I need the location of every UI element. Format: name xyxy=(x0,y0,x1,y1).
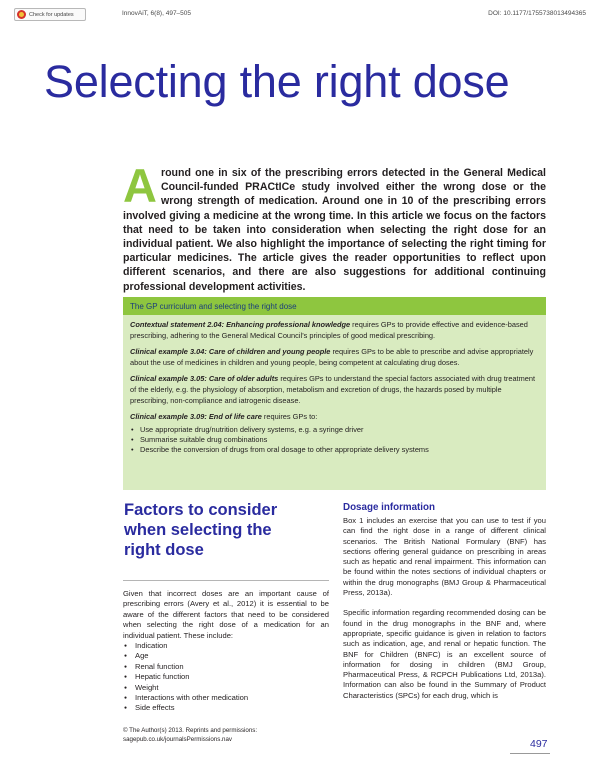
drop-cap: A xyxy=(123,159,157,212)
curriculum-item xyxy=(130,320,539,341)
list-item: ● Indication xyxy=(123,641,248,651)
section-divider xyxy=(123,580,329,581)
body-paragraph: Specific information regarding recommended dosing can be found in the drug monographs in the BNF and, where appropriate, specific guidance is given in relation to factors such as indication, age, and renal or hepatic function. The BNF for Children (BNFC) is an excellent source of information for dosing in children (BMJ Group, Pharmaceutical Press, & RCPCH Publications Ltd, 2013a). Information can also be found in the Summary of Product Characteristics (SPCs) for each drug, which is xyxy=(343,608,546,700)
right-column xyxy=(343,502,546,701)
dosage-information-heading: Dosage information xyxy=(343,502,435,513)
copyright-text: © The Author(s) 2013. Reprints and permissions: xyxy=(123,727,258,734)
curriculum-item xyxy=(130,347,539,368)
list-item: • Describe the conversion of drugs from oral dosage to other appropriate delivery systems xyxy=(130,445,539,455)
curriculum-item xyxy=(130,412,539,423)
doi: DOI: 10.1177/1755738013494365 xyxy=(488,10,586,17)
heading-line: when selecting the xyxy=(124,521,272,539)
curriculum-item-heading: Contextual statement 2.04: Enhancing professional knowledge xyxy=(130,320,351,329)
curriculum-item-text: requires GPs to understand the special factors associated with drug treatment of the elderly, e.g. the physiology of absorption, metabolism and excretion of drugs, the hazards posed by multiple prescribing, non-compliance and iatrogenic disease. xyxy=(130,374,536,405)
factor-list xyxy=(123,641,248,714)
permissions-link[interactable]: sagepub.co.uk/journalsPermissions.nav xyxy=(123,736,233,743)
check-for-updates-label: Check for updates xyxy=(29,11,74,18)
body-paragraph: Box 1 includes an exercise that you can use to test if you can find the right dose in a range of different clinical scenarios. The British National Formulary (BNF) has sections offering general guidance on prescribing in areas such as hepatic and renal impairment. This information can be found within the notes sections of individual chapters or within the drug monographs (BMJ Group & Pharmaceutical Press, 2013a). xyxy=(343,516,546,598)
list-item: ● Age xyxy=(123,651,248,661)
left-column xyxy=(123,500,329,713)
abstract-text: round one in six of the prescribing errors detected in the General Medical Council-funded PRACtICe study involved either the wrong dose or the wrong strength of medication. Around one in 10 of the prescribing errors involved giving a medicine at the wrong time. In this article we focus on the factors that need to be taken into consideration when selecting the right dose for an individual patient. We also highlight the importance of selecting the right timing for particular medicines. The article gives the reader opportunities to reflect upon different scenarios, and there are also suggestions for additional continuing professional development activities. xyxy=(123,167,546,293)
list-item: ● Interactions with other medication xyxy=(123,693,248,703)
abstract xyxy=(123,159,546,294)
journal-reference: InnovAiT, 6(8), 497–505 xyxy=(122,10,192,17)
list-item: ● Weight xyxy=(123,683,248,693)
crossmark-icon xyxy=(17,10,26,19)
list-item: ● Hepatic function xyxy=(123,672,248,682)
list-item: • Use appropriate drug/nutrition delivery systems, e.g. a syringe driver xyxy=(130,425,539,435)
copyright-footer xyxy=(123,726,257,744)
curriculum-item-text: requires GPs to provide effective and evidence-based prescribing, adhering to the General Medical Council’s principles of good medical prescribing. xyxy=(130,320,528,340)
heading-line: right dose xyxy=(124,541,204,559)
list-item: ● Side effects xyxy=(123,703,248,713)
end-of-life-list xyxy=(130,425,539,455)
section-heading xyxy=(124,500,329,560)
curriculum-item-text: requires GPs to: xyxy=(261,412,318,422)
curriculum-item-text: requires GPs to be able to prescribe and advise appropriately about the use of medicines in children and young people, being competent at calculating drug doses. xyxy=(130,347,534,367)
list-item: ● Renal function xyxy=(123,662,248,672)
check-for-updates-button[interactable] xyxy=(14,8,86,21)
curriculum-item xyxy=(130,374,539,406)
footer-rule xyxy=(510,753,550,754)
list-item: • Summarise suitable drug combinations xyxy=(130,435,539,445)
curriculum-item-heading: Clinical example 3.04: Care of children and young people xyxy=(130,347,331,357)
curriculum-box xyxy=(123,297,546,490)
page-header xyxy=(14,8,586,22)
curriculum-item-heading: Clinical example 3.09: End of life care xyxy=(130,412,262,422)
curriculum-box-content xyxy=(123,315,546,455)
page-number: 497 xyxy=(530,738,548,750)
curriculum-box-title: The GP curriculum and selecting the right dose xyxy=(123,297,546,315)
curriculum-item-heading: Clinical example 3.05: Care of older adults xyxy=(130,374,279,384)
intro-paragraph: Given that incorrect doses are an important cause of prescribing errors (Avery et al., 2012) it is essential to be aware of the different factors that need to be considered when selecting the right dose of a medication for an individual patient. These include: xyxy=(123,589,329,640)
article-title: Selecting the right dose xyxy=(44,56,510,107)
heading-line: Factors to consider xyxy=(124,501,278,519)
